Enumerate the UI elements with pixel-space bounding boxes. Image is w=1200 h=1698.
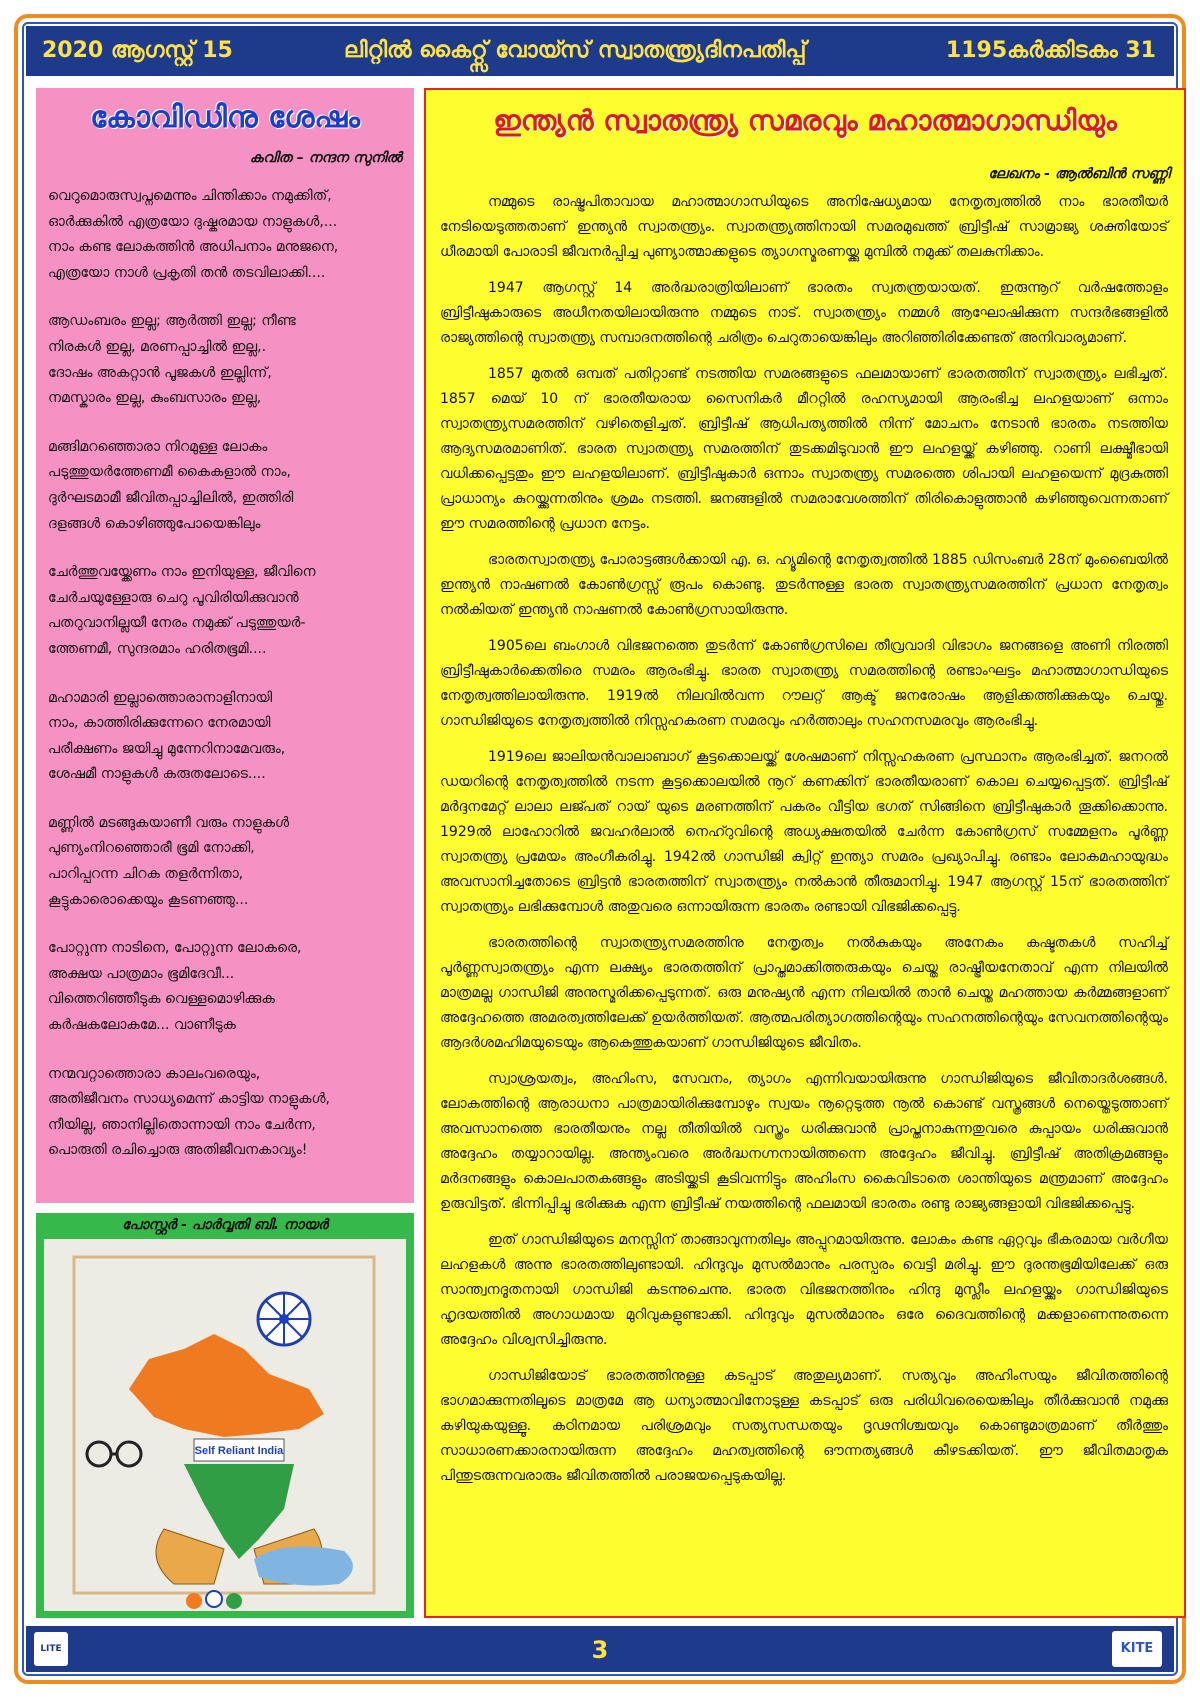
poem-stanza <box>48 811 408 913</box>
article-body <box>440 190 1168 1500</box>
footer-bar <box>26 1626 1174 1672</box>
poem-line: വിത്തെറിഞ്ഞീടുക വെള്ളമൊഴിക്കുക <box>48 991 275 1008</box>
poem-line: അതിജീവനം സാധ്യമെന്ന് കാട്ടിയ നാളുകൾ, <box>48 1091 330 1108</box>
poster-drawing <box>44 1239 406 1611</box>
poem-line: ദോഷം അകറ്റാൻ പൂജകൾ ഇല്ലിന്ന്, <box>48 364 272 381</box>
poem-line: ഓർക്കുകിൽ എത്രയോ ദുഷ്കരമായ നാളുകൾ,... <box>48 213 338 230</box>
poem-line: നാം, കാത്തിരിക്കുന്നേറെ നേരമായി <box>48 715 271 732</box>
poem-line: പടുത്തുയർത്തേണമീ കൈകളാൽ നാം, <box>48 464 291 481</box>
page-number: 3 <box>591 1636 609 1664</box>
poem-line: എത്രയോ നാൾ പ്രകൃതി തൻ തടവിലാക്കി.... <box>48 264 326 281</box>
poem-line: മഹാമാരി ഇല്ലാത്തൊരാനാളിനായി <box>48 689 273 706</box>
poem-line: പാറിപ്പറന്ന ചിറക തളർന്നിതാ, <box>48 866 244 883</box>
poem-line: നാം കണ്ട ലോകത്തിൻ അധിപനാം മനുജനെ, <box>48 239 339 256</box>
poem-line: ശേഷമീ നാളുകൾ കരുതലോടെ.... <box>48 766 266 783</box>
small-chakra-icon <box>206 1591 222 1607</box>
article-paragraph: നമ്മുടെ രാഷ്ട്രപിതാവായ മഹാത്മാഗാന്ധിയുടെ അനിഷേധ്യമായ നേതൃത്വത്തിൽ നാം ഭാരതീയർ നേടിയെടുത്തതാണ് ഇന്ത്യൻ സ്വാതന്ത്ര്യം. സ്വാതന്ത്ര്യത്തിനായി സമരമുഖത്ത് ബ്രിട്ടീഷ് സാമ്രാജ്യ ശക്തിയോട് ധീരമായി പോരാടി ജീവനർപ്പിച്ച പുണ്യാത്മാക്കളുടെ ത്യാഗസ്മരണയ്ക്കു മുമ്പിൽ നമുക്ക് തലകുനിക്കാം. <box>440 194 1168 260</box>
article-paragraph: ഭാരതസ്വാതന്ത്ര്യ പോരാട്ടങ്ങൾക്കായി എ. ഒ. ഹ്യൂമിന്റെ നേതൃത്വത്തിൽ 1885 ഡിസംബർ 28ന് മുംബൈയിൽ ഇന്ത്യൻ നാഷണൽ കോൺഗ്രസ്സ് രൂപം കൊണ്ടു. തുടർന്നുള്ള ഭാരത സ്വാതന്ത്ര്യസമരത്തിന് പ്രധാന നേതൃത്വം നൽകിയത് ഇന്ത്യൻ നാഷണൽ കോൺഗ്രസായിരുന്നു. <box>440 552 1168 618</box>
poem-line: ത്തേണമീ, സുന്ദരമാം ഹരിതഭൂമി.... <box>48 640 267 657</box>
poster-caption: പോസ്റ്റർ - പാർവ്വതി ബി. നായർ <box>122 1217 328 1233</box>
article-panel <box>424 88 1186 1618</box>
poem-title: കോവിഡിനു ശേഷം <box>90 100 360 135</box>
poem-line: ദളങ്ങൾ കൊഴിഞ്ഞുപോയെങ്കിലും <box>48 515 261 532</box>
poem-line: പുണ്യംനിറഞ്ഞൊരീ ഭൂമി നോക്കി, <box>48 840 255 857</box>
poem-panel <box>36 88 414 1203</box>
article-title: ഇന്ത്യൻ സ്വാതന്ത്ര്യ സമരവും മഹാത്മാഗാന്ധിയും <box>493 104 1117 137</box>
cloud-shape <box>254 1547 353 1586</box>
malayalam-date: 1195കർക്കിടകം 31 <box>945 38 1156 63</box>
poem-line: ആഡംബരം ഇല്ല; ആർത്തി ഇല്ല; നീണ്ട <box>48 313 296 330</box>
poster-panel <box>36 1213 414 1618</box>
poem-line: നന്മവറ്റാത്തൊരാ കാലംവരെയും, <box>48 1065 261 1082</box>
poem-stanza <box>48 936 408 1038</box>
poem-stanza <box>48 435 408 537</box>
article-paragraph: സ്വാശ്രയത്വം, അഹിംസ, സേവനം, ത്യാഗം എന്നിവയായിരുന്നു ഗാന്ധിജിയുടെ ജീവിതാദർശങ്ങൾ. ലോകത്തിന്റെ ആരാധനാ പാത്രമായിരിക്കുമ്പോഴും സ്വയം നൂറ്റെടുത്ത നൂൽ കൊണ്ട് വസ്ത്രങ്ങൾ നെയ്തെടുത്താണ് അവസാനത്തെ ഭാരതീയനും നല്ല തീതിയിൽ വസ്ത്രം ധരിക്കുവാൻ പ്രാപ്തനാകുന്നതുവരെ കുപ്പായം ധരിക്കുവാൻ അദ്ദേഹം തയ്യാറായില്ല. അന്ത്യംവരെ അർദ്ധനഗ്നനായിത്തന്നെ അദ്ദേഹം ജീവിച്ചു. ബ്രിട്ടീഷ് അതിക്രമങ്ങളും മർദനങ്ങളും കൊലപാതകങ്ങളും അടിയ്ക്കടി കൂടിവന്നിട്ടും അഹിംസ കൈവിടാതെ ശാന്തിയുടെ മന്ത്രമാണ് അദ്ദേഹം ഉരുവിട്ടത്. ഭിന്നിപ്പിച്ചു ഭരിക്കുക എന്ന ബ്രിട്ടീഷ് നയത്തിന്റെ ഫലമായി ഭാരതം രണ്ടു രാജ്യങ്ങളായി വിഭജിക്കപ്പെട്ടു. <box>440 1071 1168 1212</box>
masthead <box>26 26 1174 76</box>
poem-line: മണ്ണിൽ മടങ്ങുകയാണീ വരും നാളുകൾ <box>48 814 290 831</box>
issue-date: 2020 ആഗസ്റ്റ് 15 <box>42 38 233 63</box>
poem-stanza <box>48 184 408 286</box>
poem-body <box>48 184 408 1187</box>
kite-logo-icon: KITE <box>1112 1631 1162 1667</box>
lite-logo-icon: LITE <box>34 1632 68 1666</box>
article-paragraph: 1857 മുതൽ ഒമ്പത് പതിറ്റാണ്ട് നടത്തിയ സമരങ്ങളുടെ ഫലമായാണ് ഭാരതത്തിന് സ്വാതന്ത്ര്യം ലഭിച്ചത്. 1857 മെയ് 10 ന് ഭാരതീയരായ സൈനികർ മീററ്റിൽ രഹസ്യമായി ആരംഭിച്ച ലഹളയാണ് ഒന്നാം സ്വാതന്ത്ര്യസമരത്തിന് വഴിതെളിച്ചത്. ബ്രിട്ടീഷ് ആധിപത്യത്തിൽ നിന്ന് മോചനം നേടാൻ ഭാരതം നടത്തിയ ആദ്യസമരമാണിത്. ഭാരത സ്വാതന്ത്ര്യ സമരത്തിന് തുടക്കമിടുവാൻ ഈ ലഹളയ്ക്ക് കഴിഞ്ഞു. റാണി ലക്ഷ്മീഭായി വധിക്കപ്പെട്ടതും ഈ ലഹളയിലാണ്. ബ്രിട്ടീഷുകാർ ഒന്നാം സ്വാതന്ത്ര്യ സമരത്തെ ശിപായി ലഹളയെന്ന് മുദ്രകുത്തി പ്രാധാന്യം കുറയ്ക്കുന്നതിനും ശ്രമം നടത്തി. ജനങ്ങളിൽ സമരാവേശത്തിന് തിരികൊളുത്താൻ കഴിഞ്ഞുവെന്നതാണ് ഈ സമരത്തിന്റെ പ്രധാന നേട്ടം. <box>440 366 1168 532</box>
sign-text: Self Reliant India <box>194 1445 284 1457</box>
poem-line: വെറുമൊരുസ്വപ്നമെന്നും ചിന്തിക്കാം നമുക്കിത്, <box>48 188 332 204</box>
poem-line: അക്ഷയ പാത്രമാം ഭൂമിദേവീ... <box>48 965 235 982</box>
poem-line: നീയില്ല, ഞാനില്ലിതൊന്നായി നാം ചേർന്ന, <box>48 1116 316 1133</box>
poem-line: പരീക്ഷണം ജയിച്ചു മുന്നേറിനാമേവരും, <box>48 740 286 757</box>
poem-line: ദുർഘടമാമീ ജീവിതപ്പാച്ചിലിൽ, ഇത്തിരി <box>48 489 294 506</box>
poem-stanza <box>48 1062 408 1164</box>
poem-author: കവിത – നന്ദന സുനിൽ <box>249 150 402 166</box>
poem-line: ചേർചയുള്ളോരു ചെറു പൂവിരിയിക്കുവാൻ <box>48 589 299 606</box>
poem-line: ചേർത്തുവയ്ക്കേണം നാം ഇനിയുള്ള, ജീവിനെ <box>48 564 316 581</box>
article-author: ലേഖനം - ആൽബിൻ സണ്ണി <box>988 166 1170 182</box>
poem-line: മങ്ങിമറഞ്ഞൊരാ നിറമുള്ള ലോകം <box>48 438 268 455</box>
poem-line: നമസ്കാരം ഇല്ല, കുംബസാരം ഇല്ല, <box>48 390 262 407</box>
newsletter-title: ലിറ്റിൽ കൈറ്റ്സ് വോയ്സ് സ്വാതന്ത്ര്യദിനപതിപ്പ് <box>344 38 807 63</box>
article-paragraph: ഭാരതത്തിന്റെ സ്വാതന്ത്ര്യസമരത്തിനു നേതൃത്വം നൽകുകയും അനേകം കഷ്ടതകൾ സഹിച്ച് പൂർണ്ണസ്വാതന്ത്ര്യം എന്ന ലക്ഷ്യം ഭാരതത്തിന് പ്രാപ്തമാക്കിത്തരുകയും ചെയ്ത രാഷ്ട്രീയനേതാവ് എന്ന നിലയിൽ മാത്രമല്ല ഗാന്ധിജി അനുസ്മരിക്കപ്പെടുന്നത്. ഒരു മനുഷ്യൻ എന്ന നിലയിൽ താൻ ചെയ്ത മഹത്തായ കർമ്മങ്ങളാണ് അദ്ദേഹത്തെ അമരത്വത്തിലേക്ക് ഉയർത്തിയത്. ആത്മപരിത്യാഗത്തിന്റെയും സഹനത്തിന്റെയും സേവനത്തിന്റെയും ആദർശമഹിമയുടെയും ആകെത്തുകയാണ് ഗാന്ധിജിയുടെ ജീവിതം. <box>440 935 1168 1051</box>
poem-stanza <box>48 309 408 411</box>
poem-line: നിരകൾ ഇല്ല, മരണപ്പാച്ചിൽ ഇല്ല,. <box>48 338 267 355</box>
poem-line: പോറ്റുന്ന നാടിനെ, പോറ്റുന്ന ലോകരെ, <box>48 940 302 957</box>
article-paragraph: 1905ലെ ബംഗാൾ വിഭജനത്തെ തുടർന്ന് കോൺഗ്രസിലെ തീവ്രവാദി വിഭാഗം ജനങ്ങളെ അണി നിരത്തി ബ്രിട്ടീഷുകാർക്കെതിരെ സമരം ആരംഭിച്ചു. ഭാരത സ്വാതന്ത്ര്യ സമരത്തിന്റെ രണ്ടാംഘട്ടം മഹാത്മാഗാന്ധിയുടെ നേതൃത്വത്തിലായിരുന്നു. 1919ൽ നിലവിൽവന്ന റൗലറ്റ് ആക്ട് ജനരോഷം ആളിക്കത്തിക്കുകയും ചെയ്തു. ഗാന്ധിജിയുടെ നേതൃത്വത്തിൽ നിസ്സഹകരണ സമരവും ഹർത്താലും സഹനസമരവും ആരംഭിച്ചു. <box>440 638 1168 729</box>
poem-line: പൊരുതി രചിച്ചൊരു അതിജീവനകാവ്യം! <box>48 1142 308 1159</box>
article-paragraph: ഇത് ഗാന്ധിജിയുടെ മനസ്സിന് താങ്ങാവുന്നതിലും അപ്പുറമായിരുന്നു. ലോകം കണ്ട ഏറ്റവും ഭീകരമായ വർഗീയ ലഹളകൾ അന്നു ഭാരതത്തിലുണ്ടായി. ഹിന്ദുവും മുസൽമാനും പരസ്പരം വെട്ടി മരിച്ചു. ഈ ദുരന്തഭൂമിയിലേക്ക് ഒരു സാന്ത്വനദൂതനായി ഗാന്ധിജി കടന്നുചെന്നു. ഭാരത വിഭജനത്തിനും ഹിന്ദു മുസ്ലീം ലഹളയ്ക്കും ഗാന്ധിജിയുടെ ഹൃദയത്തിൽ അഗാധമായ മുറിവുകളുണ്ടാക്കി. ഹിന്ദുവും മുസൽമാനും ഒരേ ദൈവത്തിന്റെ മക്കളാണെന്നുതന്നെ അദ്ദേഹം വിശ്വസിച്ചിരുന്നു. <box>440 1232 1168 1348</box>
poem-line: കൂട്ടുകാരൊക്കെയും കൂടണഞ്ഞു... <box>48 891 249 908</box>
article-paragraph: ഗാന്ധിജിയോട് ഭാരതത്തിനുള്ള കടപ്പാട് അതുല്യമാണ്. സത്യവും അഹിംസയും ജീവിതത്തിന്റെ ഭാഗമാക്കുന്നതിലൂടെ മാത്രമേ ആ ധന്യാത്മാവിനോടുള്ള കടപ്പാട് ഒരു പരിധിവരെയെങ്കിലും തീർക്കുവാൻ നമുക്കു കഴിയുകയുള്ളൂ. കഠിനമായ പരിശ്രമവും സത്യസന്ധതയും ദൃഢനിശ്ചയവും കൊണ്ടുമാത്രമാണ് തീർത്തും സാധാരണക്കാരനായിരുന്ന അദ്ദേഹം മഹത്വത്തിന്റെ ഔന്നത്യങ്ങൾ കീഴടക്കിയത്. ഈ ജീവിതമാതൃക പിന്തുടരുന്നവരാരും ജീവിതത്തിൽ പരാജയപ്പെടുകയില്ല. <box>440 1368 1168 1484</box>
article-paragraph: 1947 ആഗസ്റ്റ് 14 അർദ്ധരാത്രിയിലാണ് ഭാരതം സ്വതന്ത്രയായത്. ഇരുന്നൂറ് വർഷത്തോളം ബ്രിട്ടീഷുകാരുടെ അധീനതയിലായിരുന്നു നമ്മുടെ നാട്. സ്വാതന്ത്ര്യം നമ്മൾ ആഘോഷിക്കുന്ന സന്ദർഭങ്ങളിൽ രാജ്യത്തിന്റെ സ്വാതന്ത്ര്യ സമ്പാദനത്തിന്റെ ചരിത്രം ചെറുതായെങ്കിലും അറിഞ്ഞിരിക്കേണ്ടത് അനിവാര്യമാണ്. <box>440 280 1168 346</box>
poem-stanza <box>48 686 408 788</box>
poem-line: പതറുവാനില്ലയീ നേരം നമുക്ക് പടുത്തുയർ- <box>48 615 306 632</box>
poem-stanza <box>48 560 408 662</box>
poem-line: കർഷകലോകമേ... വാണീടുക <box>48 1017 236 1034</box>
article-paragraph: 1919ലെ ജാലിയൻവാലാബാഗ് കൂട്ടക്കൊലയ്ക്ക് ശേഷമാണ് നിസ്സഹകരണ പ്രസ്ഥാനം ആരംഭിച്ചത്. ജനറൽ ഡയറിന്റെ നേതൃത്വത്തിൽ നടന്ന കൂട്ടക്കൊലയിൽ നൂറ് കണക്കിന് ഭാരതീയരാണ് കൊല ചെയ്യപ്പെട്ടത്. ബ്രിട്ടീഷ് മർദ്ദനമേറ്റ് ലാലാ ലജ്പത് റായ് യുടെ മരണത്തിന് പകരം വീട്ടിയ ഭഗത് സിങ്ങിനെ ബ്രിട്ടീഷുകാർ തൂക്കിക്കൊന്നു. 1929ൽ ലാഹോറിൽ ജവഹർലാൽ നെഹ്റുവിന്റെ അധ്യക്ഷതയിൽ ചേർന്ന കോൺഗ്രസ് സമ്മേളനം പൂർണ്ണ സ്വാതന്ത്ര്യ പ്രമേയം അംഗീകരിച്ചു. 1942ൽ ഗാന്ധിജി ക്വിറ്റ് ഇന്ത്യാ സമരം പ്രഖ്യാപിച്ചു. രണ്ടാം ലോകമഹായുദ്ധം അവസാനിച്ചതോടെ ബ്രിട്ടൻ ഭാരതത്തിന് സ്വാതന്ത്ര്യം നൽകാൻ തീരുമാനിച്ചു. 1947 ആഗസ്റ്റ് 15ന് ഭാരതത്തിന് സ്വാതന്ത്ര്യം ലഭിക്കുമ്പോൾ അതുവരെ ഒന്നായിരുന്ന ഭാരതം രണ്ടായി വിഭജിക്കപ്പെട്ടു. <box>440 749 1168 915</box>
